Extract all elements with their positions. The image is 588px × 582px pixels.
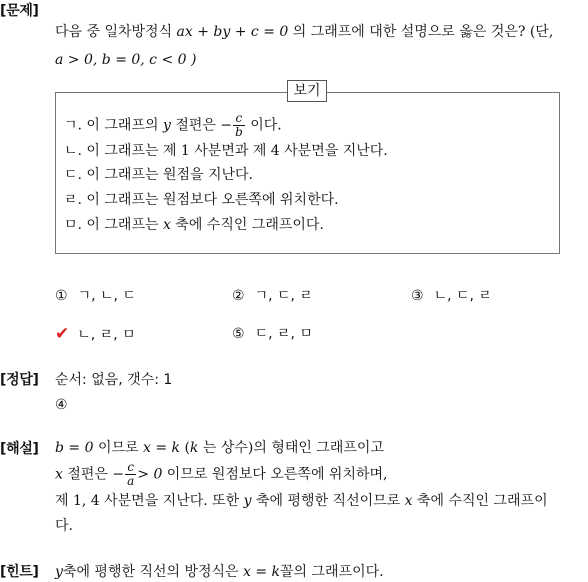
bogi-label: 보기 [287, 80, 327, 102]
expl-var-x: x [55, 466, 63, 483]
bogi-item-2: ㄴ. 이 그래프는 제 1 사분면과 제 4 사분면을 지난다. [64, 143, 388, 159]
expl-eq-b: b = 0 [55, 440, 94, 456]
choice-2-number: ② [232, 288, 245, 304]
bogi-item-3: ㄷ. 이 그래프는 원점을 지난다. [64, 167, 253, 183]
bogi-item-1-post: 이다. [245, 117, 282, 134]
hint-text: 축에 평행한 직선의 방정식은 [62, 564, 244, 580]
problem-equation: ax + by + c = 0 [176, 24, 289, 40]
explanation-line-1 [55, 438, 384, 458]
bogi-item-5-post: 축에 수직인 그래프이다. [170, 217, 324, 233]
choice-3[interactable] [411, 286, 492, 306]
explanation-tag: [해설] [0, 441, 39, 457]
bogi-item-4: ㄹ. 이 그래프는 원점보다 오른쪽에 위치한다. [64, 192, 339, 208]
problem-tag: [문제] [0, 3, 39, 19]
choice-3-label: ㄴ, ㄷ, ㄹ [433, 288, 492, 304]
choice-2[interactable] [232, 286, 313, 306]
expl-text: 축에 수직인 그래프이 [412, 493, 548, 509]
choice-4[interactable] [55, 324, 136, 345]
choice-3-number: ③ [411, 288, 424, 304]
hint-var-y: y [55, 564, 63, 580]
expl-text: ( [180, 440, 190, 456]
explanation-line-3 [55, 491, 548, 511]
hint-eq: x = k [243, 564, 281, 580]
expl-ineq: > 0 [137, 466, 163, 483]
fraction-denominator: b [235, 125, 243, 139]
problem-text-cont: 의 그래프에 대한 설명으로 옳은 것은? (단, [288, 24, 554, 40]
expl-text: 절편은 − [62, 466, 125, 483]
expl-eq-x: x = k [142, 440, 180, 456]
problem-text: 다음 중 일차방정식 [55, 24, 177, 40]
expl-fraction [125, 461, 136, 488]
answer-meta: 순서: 없음, 갯수: 1 [55, 372, 173, 388]
fraction-denominator: a [127, 474, 135, 488]
bogi-item-1-fraction [233, 112, 245, 139]
hint-line [55, 562, 384, 582]
bogi-item-5 [64, 215, 324, 235]
fraction-numerator: c [235, 111, 243, 125]
bogi-item-1-var: y [162, 117, 171, 134]
choice-5-number: ⑤ [232, 326, 245, 342]
expl-var-k: k [189, 440, 199, 456]
answer-value: ④ [55, 397, 68, 413]
expl-text: 이므로 [93, 440, 143, 456]
explanation-line-4: 다. [55, 518, 73, 534]
answer-tag: [정답] [0, 372, 39, 388]
expl-var-y: y [243, 493, 252, 509]
choice-5-label: ㄷ, ㄹ, ㅁ [254, 326, 313, 342]
checkmark-icon: ✔ [55, 324, 70, 344]
choice-1[interactable] [55, 286, 136, 306]
problem-condition: a > 0, b = 0, c < 0 ) [55, 52, 197, 68]
expl-text: 제 1, 4 사분면을 지난다. 또한 [55, 493, 244, 509]
bogi-item-1-text: ㄱ. 이 그래프의 [64, 117, 163, 134]
hint-tag: [힌트] [0, 564, 39, 580]
problem-line-1 [55, 22, 553, 42]
bogi-item-1-mid: 절편은 − [170, 117, 233, 134]
bogi-item-5-var: x [162, 217, 171, 233]
choice-4-label: ㄴ, ㄹ, ㅁ [77, 327, 136, 343]
bogi-item-5-text: ㅁ. 이 그래프는 [64, 217, 163, 233]
choice-2-label: ㄱ, ㄷ, ㄹ [254, 288, 313, 304]
choice-1-number: ① [55, 288, 68, 304]
expl-text: 는 상수)의 형태인 그래프이고 [198, 440, 384, 456]
expl-var-x: x [404, 493, 413, 509]
fraction-numerator: c [127, 460, 135, 474]
choice-5[interactable] [232, 324, 313, 344]
expl-text: 축에 평행한 직선이므로 [251, 493, 405, 509]
hint-text: 꼴의 그래프이다. [280, 564, 384, 580]
explanation-line-2 [55, 461, 387, 488]
choice-1-label: ㄱ, ㄴ, ㄷ [77, 288, 136, 304]
expl-text: 이므로 원점보다 오른쪽에 위치하며, [162, 466, 388, 483]
bogi-item-1 [64, 112, 282, 139]
